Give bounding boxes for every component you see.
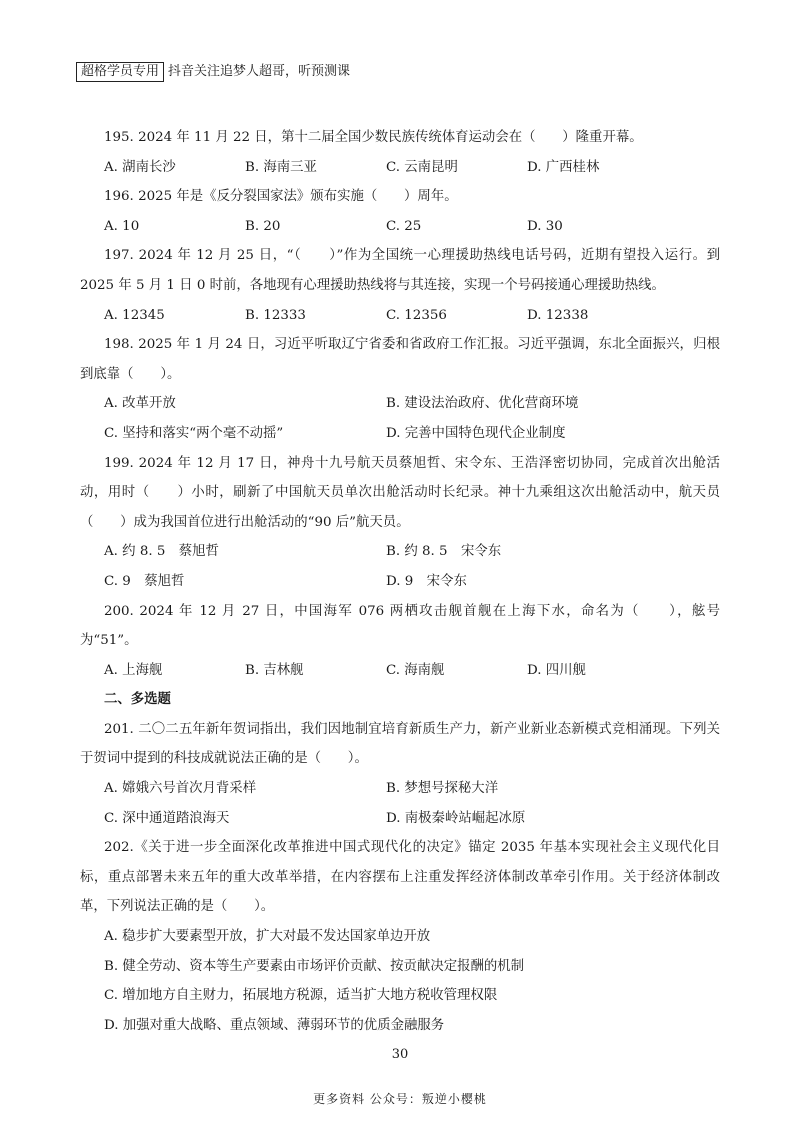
option: B. 约 8. 5 宋令东: [386, 544, 502, 560]
option: D. 9 宋令东: [386, 573, 467, 589]
option: A. 嫦娥六号首次月背采样: [104, 781, 257, 797]
option: C. 云南昆明: [386, 159, 458, 175]
option: B. 健全劳动、资本等生产要素由市场评价贡献、按贡献决定报酬的机制: [104, 958, 525, 974]
question-list: [80, 123, 720, 1040]
question-stem: 195. 2024 年 11 月 22 日，第十二届全国少数民族传统体育运动会在（ ）隆重开幕。: [104, 130, 643, 145]
option: D. 南极秦岭站崛起冰原: [386, 810, 526, 826]
option: C. 9 蔡旭哲: [104, 573, 185, 589]
option-list: [80, 212, 720, 242]
option: D. 12338: [527, 307, 589, 323]
option: C. 海南舰: [386, 662, 445, 678]
option: B. 20: [245, 218, 281, 234]
option: A. 改革开放: [104, 396, 176, 412]
section-title: 二、多选题: [104, 691, 171, 708]
option: B. 建设法治政府、优化营商环境: [386, 396, 579, 412]
page-number: 30: [391, 1047, 409, 1062]
question-stem: 202.《关于进一步全面深化改革推进中国式现代化的决定》锚定 2035 年基本实现社会主义现代化目标，重点部署未来五年的重大改革举措，在内容摆布上注重发挥经济体制改革牵引作用。关于经济体制改革，下列说法正确的是（ ）。: [80, 840, 720, 915]
option: B. 12333: [245, 307, 306, 323]
option: C. 坚持和落实“两个毫不动摇”: [104, 425, 284, 441]
option-list: [80, 656, 720, 686]
question-stem: 200. 2024 年 12 月 27 日，中国海军 076 两栖攻击舰首舰在上海下水，命名为（ ），舷号为“51”。: [80, 603, 720, 649]
question-stem: 199. 2024 年 12 月 17 日，神舟十九号航天员蔡旭哲、宋令东、王浩泽密切协同，完成首次出舱活动，用时（ ）小时，刷新了中国航天员单次出舱活动时长纪录。神十九乘组这次出舱活动中，航天员（ ）成为我国首位进行出舱活动的“90 后”航天员。: [80, 455, 720, 530]
header-text: 抖音关注追梦人超哥，听预测课: [168, 64, 351, 79]
option: D. 完善中国特色现代企业制度: [386, 425, 566, 441]
option: A. 约 8. 5 蔡旭哲: [104, 544, 219, 560]
option: D. 30: [527, 218, 563, 234]
option-list: [80, 301, 720, 331]
option: C. 深中通道踏浪海天: [104, 810, 230, 826]
option: C. 25: [386, 218, 422, 234]
option-list: [80, 153, 720, 183]
option: A. 稳步扩大要素型开放，扩大对最不发达国家单边开放: [104, 929, 431, 945]
option-list: [80, 389, 720, 448]
header-tag: 超格学员专用: [76, 62, 164, 82]
option-list: [80, 537, 720, 596]
option: B. 海南三亚: [245, 159, 317, 175]
option: D. 四川舰: [527, 662, 586, 678]
option: D. 加强对重大战略、重点领域、薄弱环节的优质金融服务: [104, 1017, 445, 1033]
question-stem: 197. 2024 年 12 月 25 日，“（ ）”作为全国统一心理援助热线电话号码，近期有望投入运行。到 2025 年 5 月 1 日 0 时前，各地现有心理援助热线将与其连接，实现一个号码接通心理援助热线。: [80, 248, 720, 293]
option: B. 梦想号探秘大洋: [386, 781, 499, 797]
option: A. 上海舰: [104, 662, 163, 678]
question-stem: 198. 2025 年 1 月 24 日，习近平听取辽宁省委和省政府工作汇报。习近平强调，东北全面振兴，归根到底靠（ ）。: [80, 337, 720, 382]
option-list: [80, 922, 720, 1040]
question-stem: 201. 二〇二五年新年贺词指出，我们因地制宜培育新质生产力，新产业新业态新模式竞相涌现。下列关于贺词中提到的科技成就说法正确的是（ ）。: [80, 721, 720, 767]
question-stem: 196. 2025 年是《反分裂国家法》颁布实施（ ）周年。: [104, 189, 458, 205]
option-list: [80, 774, 720, 833]
option: B. 吉林舰: [245, 662, 304, 678]
option: C. 增加地方自主财力，拓展地方税源，适当扩大地方税收管理权限: [104, 988, 498, 1004]
option: D. 广西桂林: [527, 159, 600, 175]
option: C. 12356: [386, 307, 447, 323]
option: A. 10: [104, 218, 140, 234]
option: A. 12345: [104, 307, 165, 323]
page-header: [76, 62, 350, 82]
option: A. 湖南长沙: [104, 159, 176, 175]
page-footer: 更多资料 公众号：叛逆小樱桃: [313, 1092, 487, 1106]
